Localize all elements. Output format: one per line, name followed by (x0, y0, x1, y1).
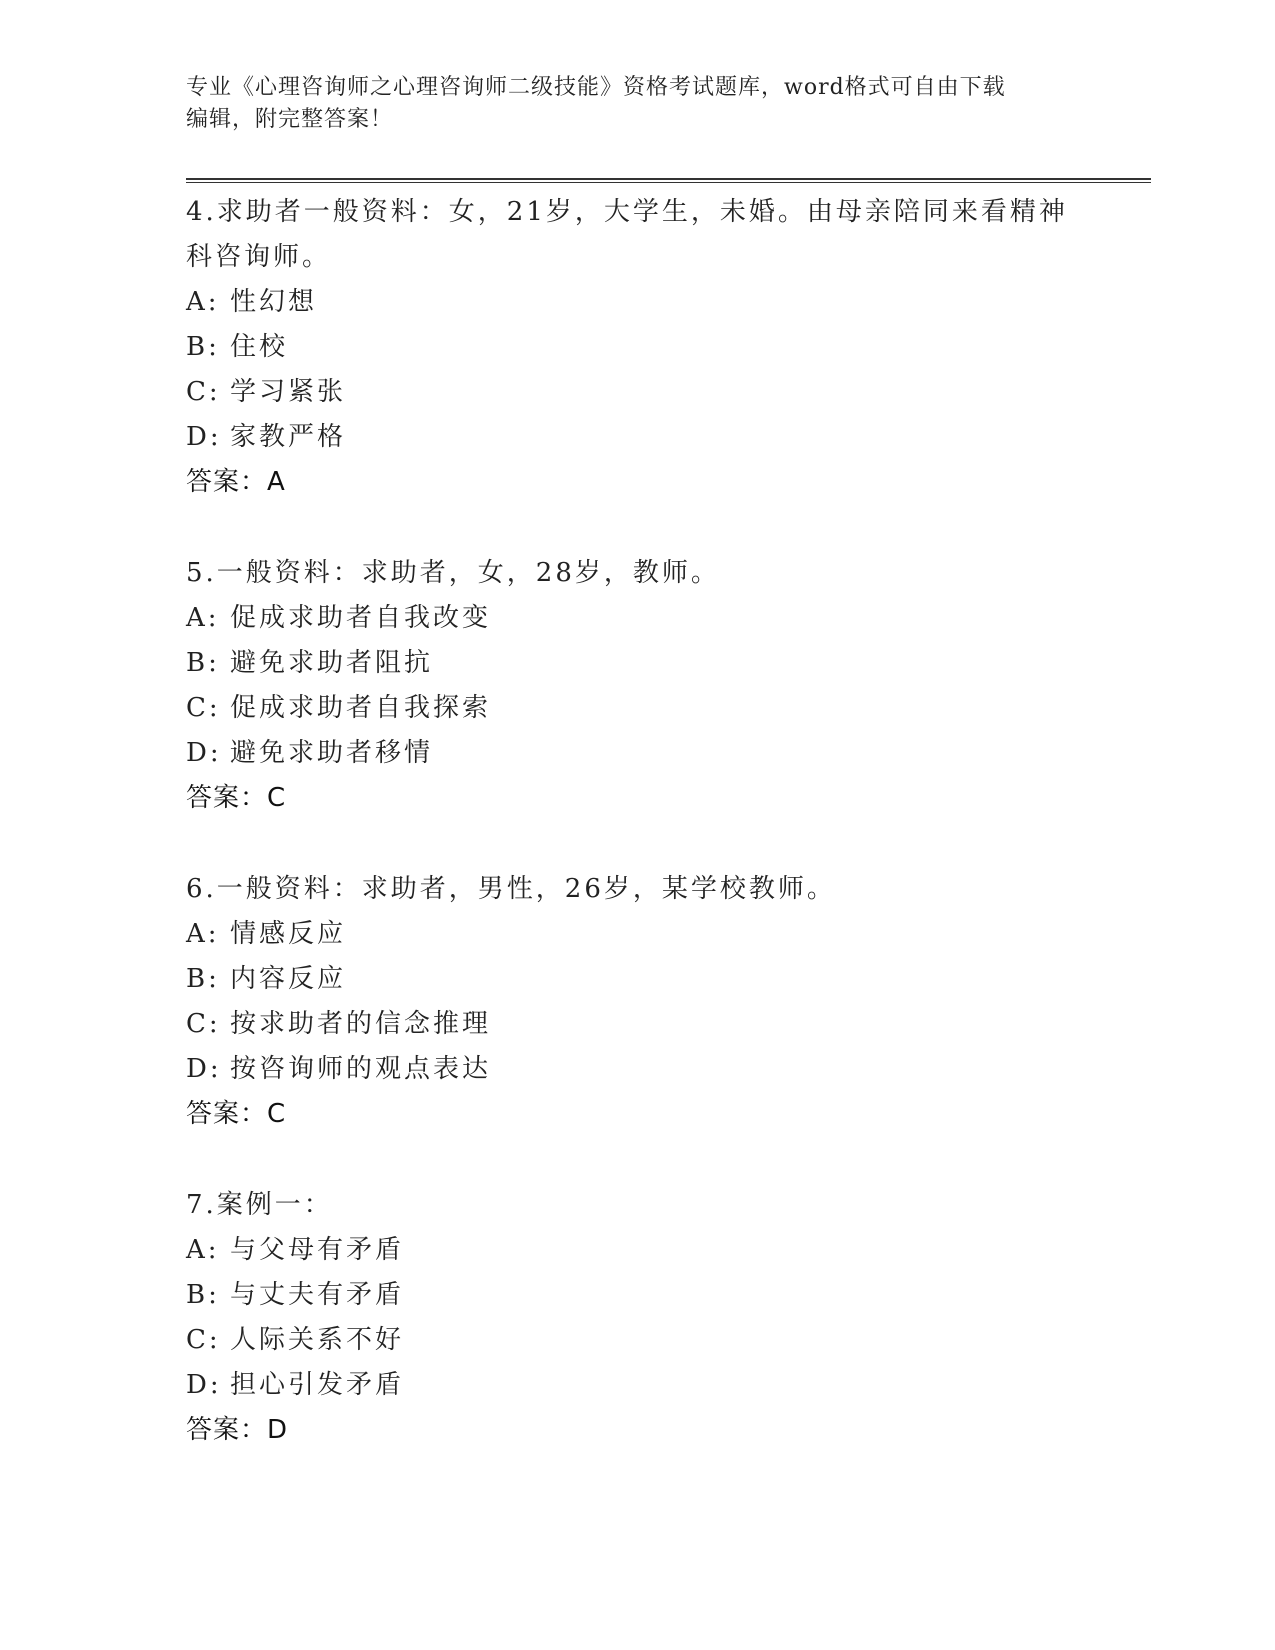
option-label: B: (186, 964, 220, 994)
option-label: D: (186, 422, 222, 452)
option-a (186, 1228, 1086, 1273)
option-b (186, 1273, 1086, 1318)
option-d (186, 1047, 1086, 1092)
option-text: 促成求助者自我探索 (230, 693, 492, 723)
option-text: 避免求助者移情 (230, 738, 434, 768)
option-label: D: (186, 738, 222, 768)
header-divider (186, 178, 1151, 183)
option-a (186, 280, 1086, 325)
option-text: 住校 (230, 332, 289, 362)
option-text: 担心引发矛盾 (230, 1370, 405, 1400)
option-a (186, 596, 1086, 641)
option-label: C: (186, 1009, 221, 1039)
option-label: B: (186, 648, 220, 678)
document-header (186, 72, 1086, 136)
option-b (186, 641, 1086, 686)
answer: 答案：C (186, 1099, 287, 1129)
option-text: 内容反应 (230, 964, 347, 994)
option-text: 人际关系不好 (230, 1325, 405, 1355)
answer: 答案：C (186, 783, 287, 813)
option-text: 性幻想 (230, 287, 318, 317)
option-text: 与丈夫有矛盾 (230, 1280, 405, 1310)
option-c (186, 1002, 1086, 1047)
option-d (186, 1363, 1086, 1408)
question-6 (186, 867, 1086, 1137)
option-text: 与父母有矛盾 (230, 1235, 405, 1265)
option-text: 按咨询师的观点表达 (230, 1054, 492, 1084)
option-label: D: (186, 1370, 222, 1400)
option-text: 情感反应 (230, 919, 347, 949)
question-stem: 7.案例一： (186, 1190, 333, 1220)
option-label: D: (186, 1054, 222, 1084)
option-text: 家教严格 (230, 422, 347, 452)
question-5 (186, 551, 1086, 821)
question-7 (186, 1183, 1086, 1453)
option-label: C: (186, 377, 221, 407)
header-line-2: 编辑，附完整答案！ (186, 107, 394, 132)
option-a (186, 912, 1086, 957)
option-label: A: (186, 603, 220, 633)
option-text: 避免求助者阻抗 (230, 648, 434, 678)
option-label: C: (186, 1325, 221, 1355)
option-label: A: (186, 287, 220, 317)
option-d (186, 415, 1086, 460)
answer: 答案：A (186, 467, 286, 497)
answer: 答案：D (186, 1415, 289, 1445)
question-stem: 4.求助者一般资料：女，21岁，大学生，未婚。由母亲陪同来看精神 (186, 197, 1068, 227)
option-b (186, 957, 1086, 1002)
question-stem-continued: 科咨询师。 (186, 242, 332, 272)
option-label: B: (186, 1280, 220, 1310)
option-c (186, 370, 1086, 415)
header-line-1: 专业《心理咨询师之心理咨询师二级技能》资格考试题库，word格式可自由下载 (186, 75, 1006, 100)
option-label: A: (186, 919, 220, 949)
option-text: 促成求助者自我改变 (230, 603, 492, 633)
option-text: 按求助者的信念推理 (230, 1009, 492, 1039)
option-d (186, 731, 1086, 776)
option-text: 学习紧张 (230, 377, 347, 407)
question-4 (186, 190, 1086, 505)
option-label: A: (186, 1235, 220, 1265)
option-label: C: (186, 693, 221, 723)
option-c (186, 686, 1086, 731)
option-label: B: (186, 332, 220, 362)
option-b (186, 325, 1086, 370)
question-stem: 6.一般资料：求助者，男性，26岁，某学校教师。 (186, 874, 836, 904)
question-stem: 5.一般资料：求助者，女，28岁，教师。 (186, 558, 720, 588)
question-list (186, 190, 1086, 1499)
option-c (186, 1318, 1086, 1363)
